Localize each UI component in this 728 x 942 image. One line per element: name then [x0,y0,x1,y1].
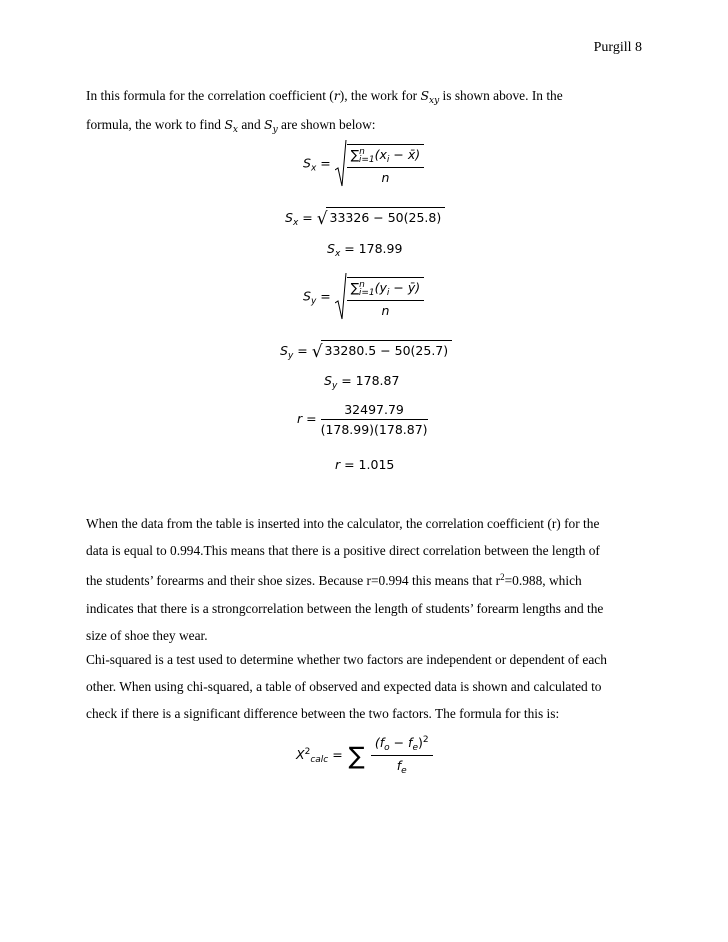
radicand: 33326 − 50(25.8) [326,207,446,225]
math-subscript: calc [310,755,329,765]
text-span: is shown above. In the [439,88,563,103]
radicand-fraction [347,144,424,185]
equation-sx-result [327,241,402,259]
math-operator: = [293,343,312,358]
math-symbol: r [335,457,341,472]
text-span: and [238,117,265,132]
math-term: − ȳ) [389,279,421,295]
math-subscript: y [331,381,338,391]
chi-fraction [371,735,433,776]
math-superscript: 2 [422,735,429,745]
math-term: (x [374,146,387,162]
math-subscript: i [386,154,390,165]
math-symbol: X [296,747,305,762]
fraction-denominator: n [381,169,390,185]
math-operator: = [328,747,347,762]
math-symbol: r [333,88,340,103]
math-term: ) [417,735,423,750]
radical-sign [335,140,347,188]
text-superscript: 2 [500,572,505,583]
math-symbol: S [420,88,430,103]
page-header: Purgill 8 [593,40,642,55]
math-subscript: y [310,296,317,307]
math-subscript: xy [429,96,440,106]
math-subscript: e [401,766,407,776]
fraction-numerator [347,147,424,168]
text-span: In this formula for the correlation coefficient ( [86,88,334,103]
equation-sx-substitution [285,207,445,229]
text-line: data is equal to 0.994.This means that there is a positive direct correlation between the length of [86,543,600,559]
sum-symbol: ∑ [348,741,365,770]
math-operator: = [302,411,321,426]
sum-symbol: ∑ [350,279,360,295]
radical-sign: √ [316,208,328,229]
equation-r-formula [297,402,428,437]
math-superscript: n [359,279,365,290]
math-value: = 178.87 [337,373,400,388]
math-operator: = [316,288,335,304]
radical-sign [335,273,347,321]
text-line: size of shoe they wear. [86,627,208,643]
math-term: (y [374,279,387,295]
math-subscript: i [386,287,390,298]
fraction-numerator [371,735,433,756]
equation-chi-squared [296,735,433,776]
math-term: − f [389,735,413,750]
math-symbol: S [324,373,332,388]
math-subscript: e [412,743,418,753]
equation-sy-result [324,373,399,391]
radicand: 33280.5 − 50(25.7) [321,340,453,358]
fraction-denominator [371,756,433,776]
math-subscript: y [272,125,278,135]
math-subscript: x [310,163,317,174]
math-symbol: S [285,210,293,225]
fraction-denominator: n [381,302,390,318]
math-subscript: x [232,125,238,135]
text-span: are shown below: [277,117,376,132]
fraction-denominator: (178.99)(178.87) [320,422,428,437]
math-symbol: S [303,288,311,304]
math-operator: = [316,155,335,171]
text-line: When the data from the table is inserted into the calculator, the correlation coefficient (r) for the [86,516,600,531]
equation-sx-formula [303,140,424,188]
text-line: check if there is a significant difference between the two factors. The formula for this is: [86,706,560,722]
chi-squared-paragraph [86,646,646,728]
math-subscript: x [292,218,299,228]
math-term: (f [374,735,385,750]
math-term: f [396,758,402,773]
fraction-numerator: 32497.79 [321,402,428,420]
text-line: indicates that there is a strongcorrelation between the length of students’ forearm lengths and the [86,600,604,616]
intro-paragraph [86,84,646,142]
math-subscript: i=1 [358,154,375,165]
math-operator: = [298,210,317,225]
text-span: formula, the work to find [86,117,225,132]
math-subscript: y [287,351,294,361]
radicand-fraction [347,277,424,318]
math-subscript: o [384,743,390,753]
text-span: ), the work for [339,88,421,103]
radical-sign: √ [311,341,323,362]
math-superscript: n [359,146,365,157]
math-subscript: x [334,249,341,259]
math-term: − x̄) [389,146,421,162]
text-line: other. When using chi-squared, a table of observed and expected data is shown and calculated to [86,679,602,695]
r-fraction [321,402,428,437]
math-symbol: S [264,117,273,132]
math-symbol: S [303,155,311,171]
correlation-paragraph [86,510,646,649]
equation-r-result [335,457,394,472]
math-value: = 1.015 [340,457,395,472]
fraction-numerator [347,280,424,301]
math-subscript: i=1 [358,287,375,298]
text-line: Chi-squared is a test used to determine whether two factors are independent or dependent of each [86,652,607,667]
math-symbol: S [224,117,233,132]
math-symbol: S [280,343,288,358]
sum-symbol: ∑ [350,146,360,162]
text-span: =0.988, which [504,573,582,589]
math-symbol: S [327,241,335,256]
math-superscript: 2 [304,747,311,757]
equation-sy-formula [303,273,424,321]
text-span: the students’ forearms and their shoe sizes. Because r=0.994 this means that r [86,573,501,589]
math-symbol: r [297,411,303,426]
equation-sy-substitution [280,340,452,362]
math-value: = 178.99 [340,241,403,256]
